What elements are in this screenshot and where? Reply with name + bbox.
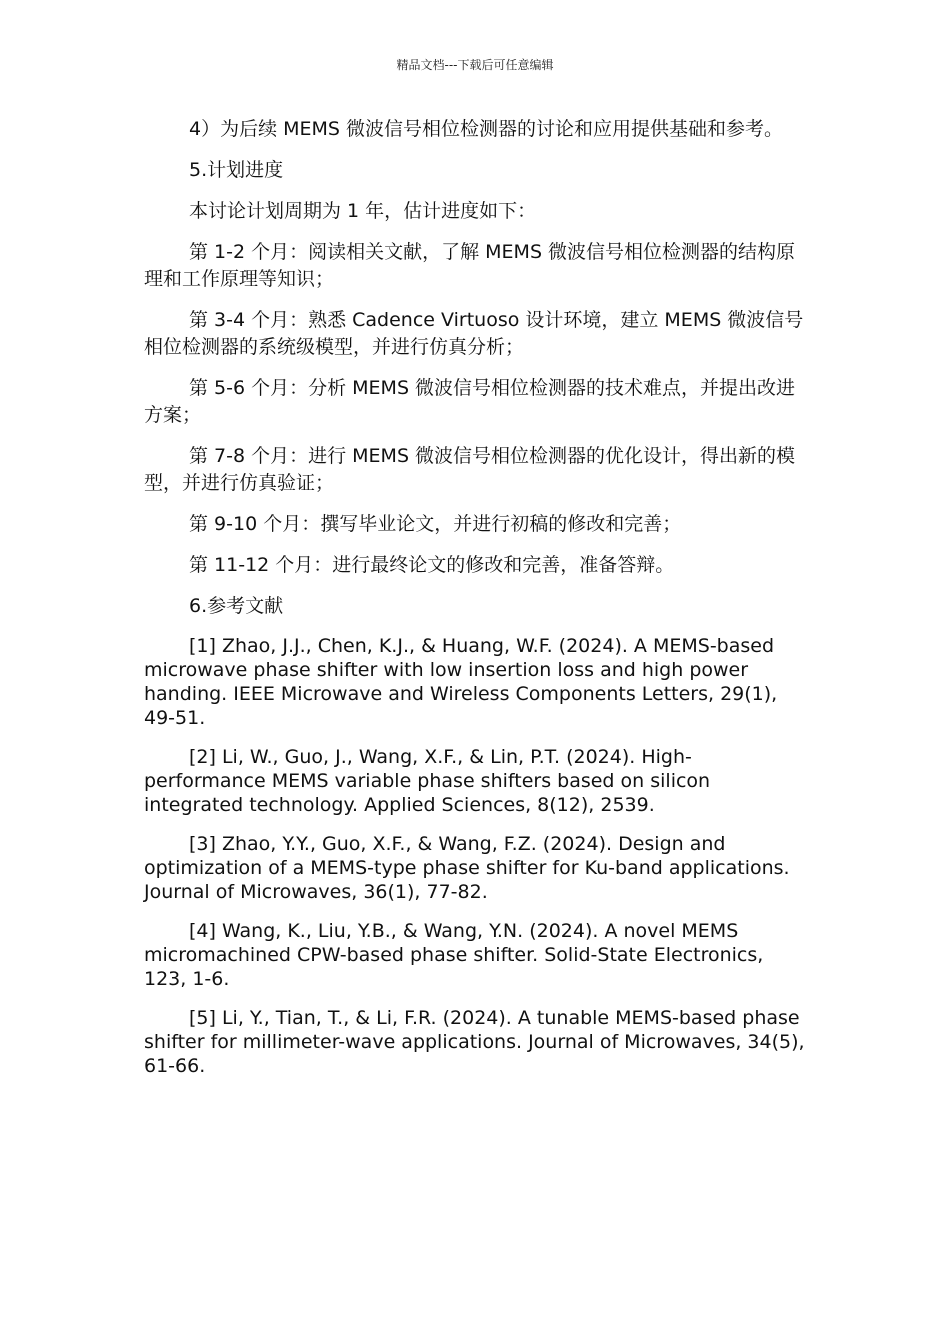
objective-item-4: 4）为后续 MEMS 微波信号相位检测器的讨论和应用提供基础和参考。 [189,118,784,140]
schedule-item: 第 11-12 个月：进行最终论文的修改和完善，准备答辩。 [189,554,675,576]
reference-item: [4] Wang, K., Liu, Y.B., & Wang, Y.N. (2024). A novel MEMS micromachined CPW-based phase shifter. Solid-State Electronics, 123, 1-6. [144,920,764,990]
reference-item: [2] Li, W., Guo, J., Wang, X.F., & Lin, P.T. (2024). High-performance MEMS variable phase shifters based on silicon integrated technology. Applied Sciences, 8(12), 2539. [144,746,711,816]
section-heading-references: 6.参考文献 [189,595,284,617]
schedule-intro: 本讨论计划周期为 1 年，估计进度如下： [189,200,537,222]
schedule-item: 第 3-4 个月：熟悉 Cadence Virtuoso 设计环境，建立 MEMS 微波信号相位检测器的系统级模型，并进行仿真分析； [144,309,804,358]
reference-item: [5] Li, Y., Tian, T., & Li, F.R. (2024). A tunable MEMS-based phase shifter for millimeter-wave applications. Journal of Microwaves, 34(5), 61-66. [144,1007,805,1077]
schedule-item: 第 5-6 个月：分析 MEMS 微波信号相位检测器的技术难点，并提出改进方案； [144,377,796,426]
reference-item: [1] Zhao, J.J., Chen, K.J., & Huang, W.F. (2024). A MEMS-based microwave phase shifter with low insertion loss and high power handing. IEEE Microwave and Wireless Components Letters, 29(1), 49-51. [144,635,778,729]
schedule-item: 第 1-2 个月：阅读相关文献，了解 MEMS 微波信号相位检测器的结构原理和工作原理等知识； [144,241,796,290]
schedule-item: 第 9-10 个月：撰写毕业论文，并进行初稿的修改和完善； [189,513,682,535]
schedule-item: 第 7-8 个月：进行 MEMS 微波信号相位检测器的优化设计，得出新的模型，并进行仿真验证； [144,445,796,494]
section-heading-schedule: 5.计划进度 [189,159,284,181]
page-header: 精品文档---下载后可任意编辑 [396,58,554,72]
reference-item: [3] Zhao, Y.Y., Guo, X.F., & Wang, F.Z. (2024). Design and optimization of a MEMS-type phase shifter for Ku-band applications. Journal of Microwaves, 36(1), 77-82. [144,833,790,903]
document-body [144,116,809,1093]
